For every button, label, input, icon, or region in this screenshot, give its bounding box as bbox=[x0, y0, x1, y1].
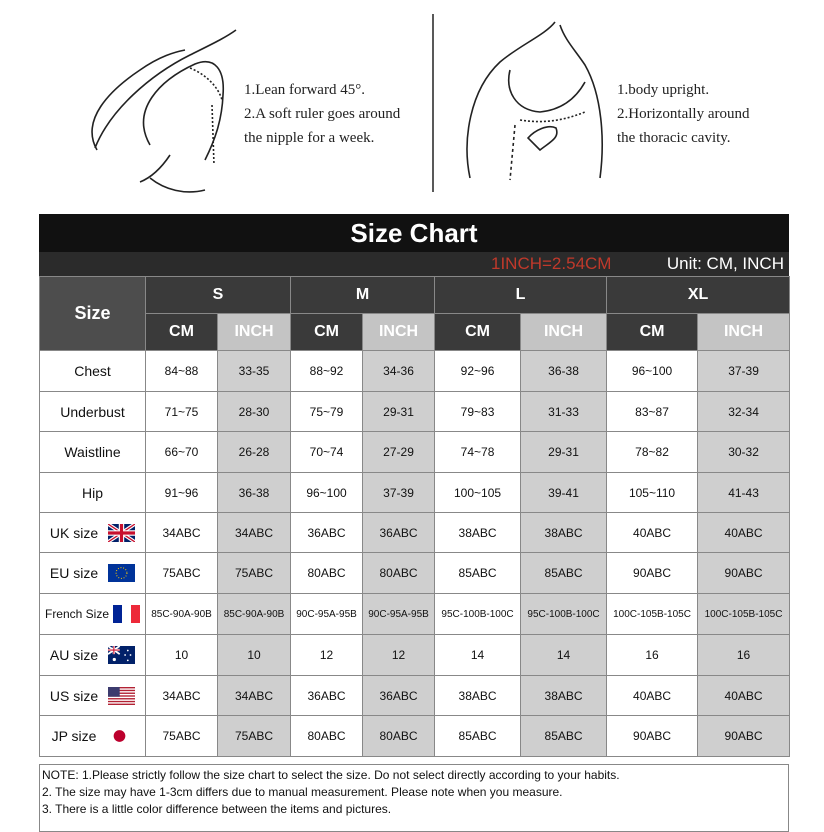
cm-value-cell: 79~83 bbox=[435, 392, 521, 432]
cm-value-cell: 95C-100B-100C bbox=[435, 594, 521, 635]
cm-value-cell: 36ABC bbox=[291, 513, 363, 553]
left-instruction-line-2: 2.A soft ruler goes around bbox=[244, 106, 401, 122]
table-row bbox=[40, 594, 790, 635]
row-label-cell bbox=[40, 432, 146, 473]
right-instruction-line-1: 1.body upright. bbox=[617, 82, 710, 98]
row-label: JP size bbox=[51, 728, 97, 744]
inch-value-cell: 34ABC bbox=[218, 513, 291, 553]
inch-value-cell: 36-38 bbox=[218, 473, 291, 513]
note-line-2: 2. The size may have 1-3cm differs due to manual measurement. Please note when you measure. bbox=[42, 785, 563, 799]
inch-value-cell: 95C-100B-100C bbox=[521, 594, 607, 635]
inch-value-cell: 40ABC bbox=[698, 513, 790, 553]
cm-header: CM bbox=[435, 314, 521, 351]
inch-value-cell: 100C-105B-105C bbox=[698, 594, 790, 635]
cm-value-cell: 83~87 bbox=[607, 392, 698, 432]
row-label: French Size bbox=[44, 607, 110, 621]
cm-value-cell: 10 bbox=[146, 635, 218, 676]
australia-flag-icon bbox=[108, 646, 135, 664]
inch-value-cell: 85C-90A-90B bbox=[218, 594, 291, 635]
inch-value-cell: 36-38 bbox=[521, 351, 607, 392]
inch-value-cell: 37-39 bbox=[363, 473, 435, 513]
cm-value-cell: 100C-105B-105C bbox=[607, 594, 698, 635]
left-instruction-line-1: 1.Lean forward 45°. bbox=[244, 82, 365, 98]
unit-header-row bbox=[40, 314, 790, 351]
row-label-cell bbox=[40, 594, 146, 635]
inch-value-cell: 90ABC bbox=[698, 553, 790, 594]
cm-value-cell: 75~79 bbox=[291, 392, 363, 432]
size-xl-header: XL bbox=[607, 277, 790, 314]
inch-value-cell: 37-39 bbox=[698, 351, 790, 392]
row-label: AU size bbox=[49, 647, 99, 663]
left-instruction-line-3: the nipple for a week. bbox=[244, 130, 375, 146]
inch-value-cell: 36ABC bbox=[363, 676, 435, 716]
inch-value-cell: 38ABC bbox=[521, 676, 607, 716]
cm-value-cell: 85C-90A-90B bbox=[146, 594, 218, 635]
cm-value-cell: 40ABC bbox=[607, 676, 698, 716]
row-label-cell bbox=[40, 676, 146, 716]
table-row bbox=[40, 676, 790, 716]
left-instructions bbox=[244, 78, 400, 150]
inch-value-cell: 34-36 bbox=[363, 351, 435, 392]
uk-flag-icon bbox=[108, 524, 135, 542]
row-label: UK size bbox=[49, 524, 99, 541]
size-m-header: M bbox=[291, 277, 435, 314]
row-label: Waistline bbox=[64, 444, 121, 460]
cm-value-cell: 84~88 bbox=[146, 351, 218, 392]
table-row bbox=[40, 432, 790, 473]
inch-value-cell: 33-35 bbox=[218, 351, 291, 392]
row-label: US size bbox=[49, 687, 99, 704]
cm-value-cell: 38ABC bbox=[435, 676, 521, 716]
row-label: Chest bbox=[74, 363, 111, 379]
size-header: Size bbox=[40, 277, 146, 351]
inch-header: INCH bbox=[218, 314, 291, 351]
table-row bbox=[40, 351, 790, 392]
cm-value-cell: 34ABC bbox=[146, 676, 218, 716]
cm-value-cell: 88~92 bbox=[291, 351, 363, 392]
cm-header: CM bbox=[146, 314, 218, 351]
cm-value-cell: 90ABC bbox=[607, 716, 698, 757]
size-header-row bbox=[40, 277, 790, 314]
inch-header: INCH bbox=[521, 314, 607, 351]
cm-value-cell: 90C-95A-95B bbox=[291, 594, 363, 635]
inch-value-cell: 39-41 bbox=[521, 473, 607, 513]
notes-box bbox=[39, 764, 789, 832]
inch-value-cell: 90ABC bbox=[698, 716, 790, 757]
conversion-note: 1INCH=2.54CM bbox=[491, 254, 612, 273]
size-l-header: L bbox=[435, 277, 607, 314]
note-line-3: 3. There is a little color difference between the items and pictures. bbox=[42, 802, 392, 816]
cm-value-cell: 105~110 bbox=[607, 473, 698, 513]
unit-bar bbox=[39, 252, 789, 276]
cm-value-cell: 14 bbox=[435, 635, 521, 676]
row-label-cell bbox=[40, 553, 146, 594]
inch-value-cell: 36ABC bbox=[363, 513, 435, 553]
cm-value-cell: 85ABC bbox=[435, 716, 521, 757]
cm-value-cell: 100~105 bbox=[435, 473, 521, 513]
row-label-cell bbox=[40, 473, 146, 513]
size-s-header: S bbox=[146, 277, 291, 314]
inch-header: INCH bbox=[363, 314, 435, 351]
inch-value-cell: 29-31 bbox=[521, 432, 607, 473]
inch-value-cell: 28-30 bbox=[218, 392, 291, 432]
inch-value-cell: 80ABC bbox=[363, 716, 435, 757]
cm-value-cell: 75ABC bbox=[146, 553, 218, 594]
row-label: Underbust bbox=[60, 403, 125, 420]
row-label: Hip bbox=[81, 484, 103, 501]
inch-value-cell: 40ABC bbox=[698, 676, 790, 716]
inch-value-cell: 27-29 bbox=[363, 432, 435, 473]
cm-value-cell: 40ABC bbox=[607, 513, 698, 553]
cm-header: CM bbox=[291, 314, 363, 351]
cm-value-cell: 96~100 bbox=[607, 351, 698, 392]
cm-value-cell: 70~74 bbox=[291, 432, 363, 473]
cm-value-cell: 16 bbox=[607, 635, 698, 676]
table-row bbox=[40, 513, 790, 553]
inch-value-cell: 16 bbox=[698, 635, 790, 676]
cm-value-cell: 85ABC bbox=[435, 553, 521, 594]
table-row bbox=[40, 716, 790, 757]
france-flag-icon bbox=[113, 605, 140, 623]
inch-value-cell: 14 bbox=[521, 635, 607, 676]
inch-value-cell: 26-28 bbox=[218, 432, 291, 473]
cm-value-cell: 12 bbox=[291, 635, 363, 676]
size-chart bbox=[39, 214, 789, 830]
cm-value-cell: 91~96 bbox=[146, 473, 218, 513]
row-label-cell bbox=[40, 351, 146, 392]
eu-flag-icon bbox=[108, 564, 135, 582]
bust-lean-forward-measure-icon bbox=[92, 30, 236, 192]
row-label-cell bbox=[40, 513, 146, 553]
note-line-1: NOTE: 1.Please strictly follow the size chart to select the size. Do not select directly according to your habits. bbox=[42, 768, 620, 782]
cm-value-cell: 75ABC bbox=[146, 716, 218, 757]
inch-value-cell: 75ABC bbox=[218, 553, 291, 594]
inch-value-cell: 38ABC bbox=[521, 513, 607, 553]
cm-value-cell: 92~96 bbox=[435, 351, 521, 392]
cm-value-cell: 71~75 bbox=[146, 392, 218, 432]
inch-value-cell: 85ABC bbox=[521, 553, 607, 594]
cm-value-cell: 36ABC bbox=[291, 676, 363, 716]
unit-label: Unit: CM, INCH bbox=[666, 254, 784, 273]
table-row bbox=[40, 553, 790, 594]
cm-value-cell: 80ABC bbox=[291, 553, 363, 594]
inch-value-cell: 85ABC bbox=[521, 716, 607, 757]
row-label-cell bbox=[40, 392, 146, 432]
cm-header: CM bbox=[607, 314, 698, 351]
cm-value-cell: 78~82 bbox=[607, 432, 698, 473]
inch-header: INCH bbox=[698, 314, 790, 351]
cm-value-cell: 96~100 bbox=[291, 473, 363, 513]
row-label-cell bbox=[40, 635, 146, 676]
right-instruction-line-2: 2.Horizontally around bbox=[617, 106, 750, 122]
inch-value-cell: 31-33 bbox=[521, 392, 607, 432]
table-row bbox=[40, 392, 790, 432]
chest-upright-measure-icon bbox=[467, 22, 602, 180]
inch-value-cell: 75ABC bbox=[218, 716, 291, 757]
inch-value-cell: 12 bbox=[363, 635, 435, 676]
inch-value-cell: 80ABC bbox=[363, 553, 435, 594]
right-instruction-line-3: the thoracic cavity. bbox=[617, 130, 731, 146]
cm-value-cell: 90ABC bbox=[607, 553, 698, 594]
size-table bbox=[39, 276, 790, 757]
right-instructions bbox=[617, 78, 749, 150]
inch-value-cell: 90C-95A-95B bbox=[363, 594, 435, 635]
chart-title: Size Chart bbox=[39, 214, 789, 252]
inch-value-cell: 41-43 bbox=[698, 473, 790, 513]
inch-value-cell: 30-32 bbox=[698, 432, 790, 473]
row-label: EU size bbox=[49, 565, 99, 581]
inch-value-cell: 32-34 bbox=[698, 392, 790, 432]
table-row bbox=[40, 473, 790, 513]
table-row bbox=[40, 635, 790, 676]
inch-value-cell: 34ABC bbox=[218, 676, 291, 716]
inch-value-cell: 10 bbox=[218, 635, 291, 676]
us-flag-icon bbox=[108, 687, 135, 705]
japan-flag-icon bbox=[106, 727, 133, 745]
cm-value-cell: 66~70 bbox=[146, 432, 218, 473]
row-label-cell bbox=[40, 716, 146, 757]
inch-value-cell: 29-31 bbox=[363, 392, 435, 432]
cm-value-cell: 34ABC bbox=[146, 513, 218, 553]
cm-value-cell: 74~78 bbox=[435, 432, 521, 473]
cm-value-cell: 38ABC bbox=[435, 513, 521, 553]
cm-value-cell: 80ABC bbox=[291, 716, 363, 757]
